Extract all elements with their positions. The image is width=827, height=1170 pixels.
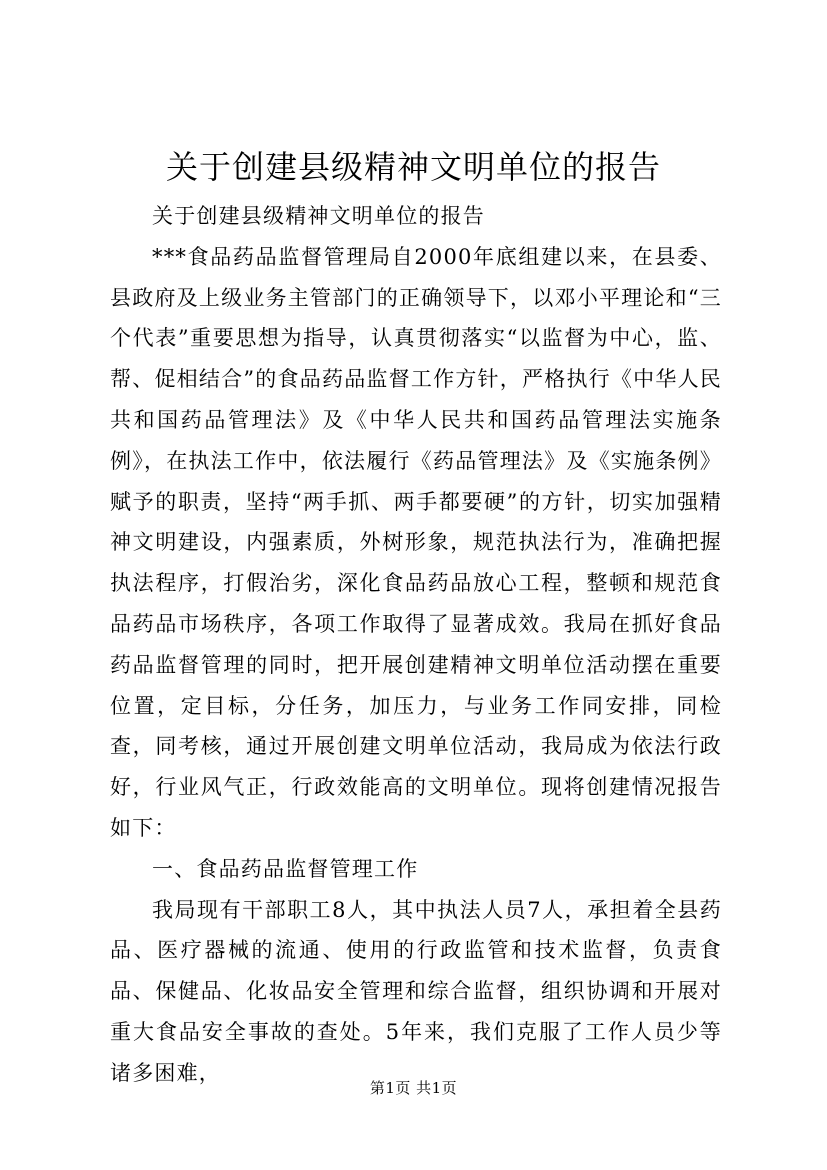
section-paragraph: 我局现有干部职工8人，其中执法人员7人，承担着全县药品、医疗器械的流通、使用的行政监管和技术监督，负责食品、保健品、化妆品安全管理和综合监督，组织协调和开展对重大食品安全事故的查处。5年来，我们克服了工作人员少等诸多困难， [110, 897, 722, 1085]
subtitle-paragraph: 关于创建县级精神文明单位的报告 [152, 204, 485, 228]
section-heading: 一、食品药品监督管理工作 [152, 856, 419, 881]
document-title: 关于创建县级精神文明单位的报告 [165, 148, 661, 186]
document-body [110, 196, 722, 1094]
intro-paragraph: ***食品药品监督管理局自2000年底组建以来，在县委、县政府及上级业务主管部门的正确领导下，以邓小平理论和“三个代表”重要思想为指导，认真贯彻落实“以监督为中心，监、帮、促相结合”的食品药品监督工作方针，严格执行《中华人民共和国药品管理法》及《中华人民共和国药品管理法实施条例》，在执法工作中，依法履行《药品管理法》及《实施条例》赋予的职责，坚持“两手抓、两手都要硬”的方针，切实加强精神文明建设，内强素质，外树形象，规范执法行为，准确把握执法程序，打假治劣，深化食品药品放心工程，整顿和规范食品药品市场秩序，各项工作取得了显著成效。我局在抓好食品药品监督管理的同时，把开展创建精神文明单位活动摆在重要位置，定目标，分任务，加压力，与业务工作同安排，同检查，同考核，通过开展创建文明单位活动，我局成为依法行政好，行业风气正，行政效能高的文明单位。现将创建情况报告如下： [110, 244, 722, 840]
page-footer: 第1页 共1页 [369, 1079, 458, 1097]
